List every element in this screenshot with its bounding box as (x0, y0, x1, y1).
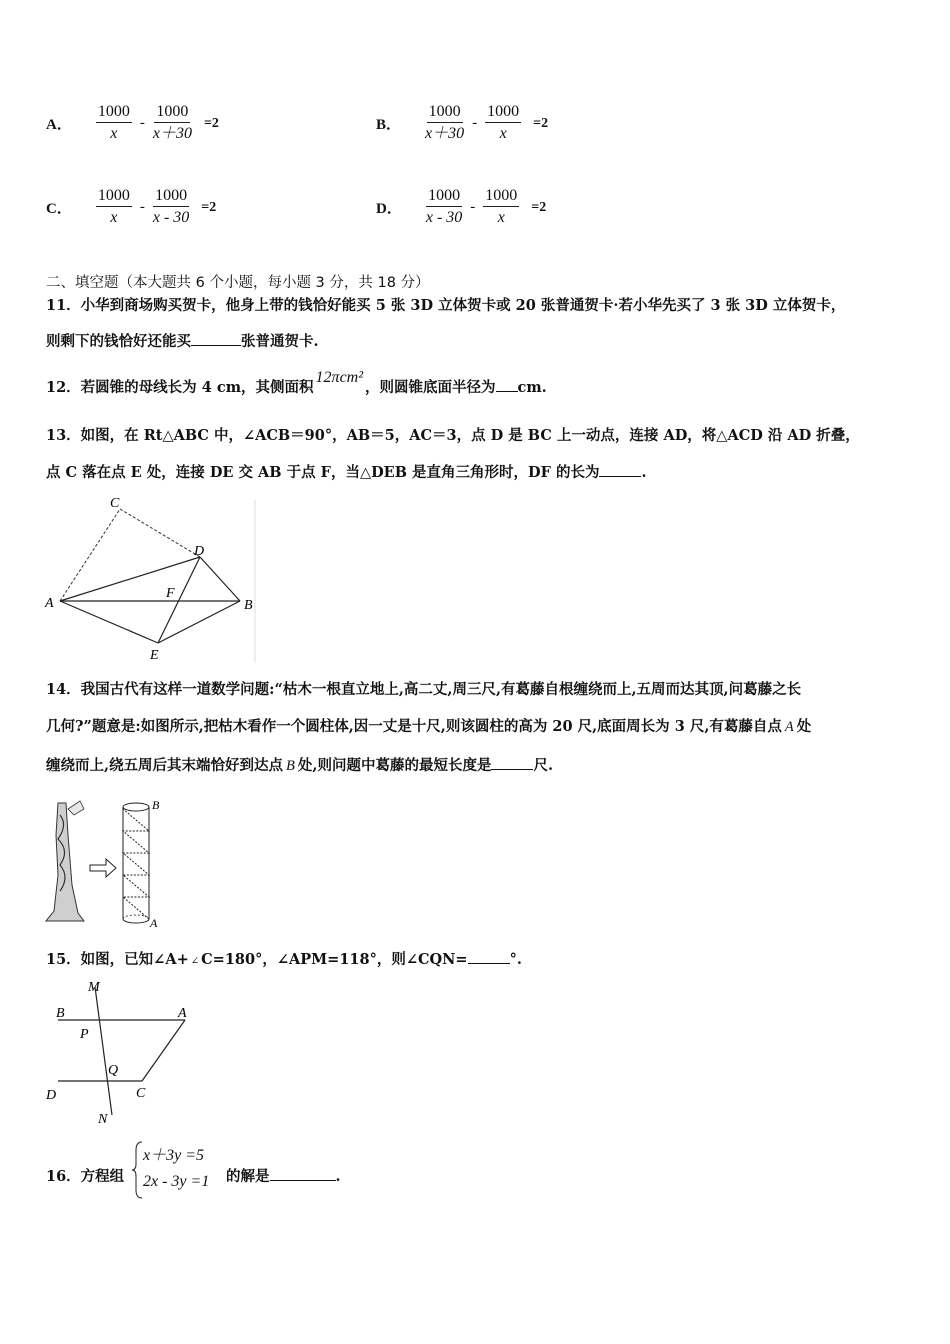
fraction (153, 186, 189, 229)
text: °. (509, 951, 522, 968)
label-m: M (88, 980, 100, 995)
text: 处 (796, 718, 812, 735)
label-f: F (166, 586, 175, 601)
denominator: x - 30 (152, 209, 190, 226)
denominator: x (499, 125, 507, 142)
label-q: Q (108, 1063, 119, 1078)
text: 15．如图，已知∠A+ (46, 951, 189, 968)
text: 则剩下的钱恰好还能买 (46, 333, 191, 350)
question-12 (46, 369, 547, 398)
answer-blank[interactable] (599, 476, 641, 477)
label-e: E (150, 648, 159, 663)
fraction (485, 102, 521, 145)
text: 尺. (533, 757, 554, 774)
cylinder-bottom (123, 919, 149, 923)
option-c[interactable] (46, 186, 216, 229)
label-b: B (244, 598, 253, 613)
numerator: 1000 (426, 186, 462, 207)
numerator: 1000 (153, 186, 189, 207)
text: 处,则问题中葛藤的最短长度是 (297, 757, 492, 774)
fraction (96, 186, 132, 229)
question-14-line1: 14．我国古代有这样一道数学问题:“枯木一根直立地上,高二丈,周三尺,有葛藤自根缠绕而上,五周而达其顶,问葛藤之长 (46, 681, 802, 698)
text: 点 C 落在点 E 处，连接 DE 交 AB 于点 F，当△DEB 是直角三角形时，DF 的长为 (46, 464, 600, 481)
segment-ae (60, 601, 158, 643)
option-b[interactable] (376, 102, 548, 145)
tree-trunk-icon (46, 803, 84, 921)
equals-two: =2 (533, 115, 549, 131)
line-mn (95, 987, 112, 1115)
numerator: 1000 (427, 102, 463, 123)
numerator: 1000 (483, 186, 519, 207)
arrow-right-icon (90, 859, 116, 877)
answer-blank[interactable] (191, 345, 241, 346)
question-11-line1: 11．小华到商场购买贺卡，他身上带的钱恰好能买 5 张 3D 立体贺卡或 20 张普通贺卡·若小华先买了 3 张 3D 立体贺卡， (46, 297, 846, 314)
text: 张普通贺卡. (241, 333, 319, 350)
q13-figure (40, 495, 265, 665)
label-n: N (98, 1112, 108, 1127)
fraction (96, 102, 132, 145)
label-d: D (46, 1088, 57, 1103)
question-14-line2 (46, 717, 811, 737)
question-14-line3 (46, 756, 553, 776)
label-c: C (110, 496, 120, 511)
label-a: A (178, 1006, 187, 1021)
equation-1: x＋3y =5 (143, 1147, 205, 1164)
label-d: D (194, 544, 205, 559)
numerator: 1000 (96, 186, 132, 207)
segment-cd-dashed (120, 509, 200, 557)
text: 的解是 (226, 1168, 270, 1185)
label-b: B (152, 798, 160, 812)
segment-ac (142, 1020, 185, 1081)
segment-eb (158, 601, 240, 643)
segment-ad (60, 557, 200, 601)
segment-ac-dashed (60, 509, 120, 601)
fraction (425, 102, 464, 145)
minus-sign: - (472, 115, 478, 131)
segment-de (158, 557, 200, 643)
angle-symbol: ∠ (190, 956, 200, 967)
text: cm. (517, 379, 547, 396)
label-c: C (136, 1086, 146, 1101)
question-16-tail (226, 1167, 341, 1187)
point-a: A (784, 719, 794, 735)
minus-sign: - (139, 115, 145, 131)
equals-two: =2 (203, 115, 219, 131)
text: 几何?”题意是:如图所示,把枯木看作一个圆柱体,因一丈是十尺,则该圆柱的高为 20 尺,底面周长为 3 尺,有葛藤自点 (46, 718, 782, 735)
segment-db (200, 557, 240, 601)
text: C=180°，∠APM=118°，则∠CQN= (201, 951, 468, 968)
leaf-icon (68, 801, 84, 815)
option-d-label: D． (376, 201, 402, 217)
numerator: 1000 (96, 102, 132, 123)
label-b: B (56, 1006, 65, 1021)
equation-system (143, 1143, 209, 1195)
question-13-line2 (46, 463, 647, 483)
option-a[interactable] (46, 102, 219, 145)
denominator: x＋30 (152, 125, 192, 142)
numerator: 1000 (485, 102, 521, 123)
text: . (335, 1168, 341, 1185)
lateral-area-formula: 12πcm² (315, 369, 364, 386)
option-a-label: A． (46, 117, 72, 133)
minus-sign: - (470, 199, 476, 215)
label-a: A (150, 916, 158, 930)
cylinder-top (123, 803, 149, 811)
equation-2: 2x - 3y =1 (143, 1173, 210, 1190)
q15-figure (40, 975, 200, 1127)
denominator: x - 30 (425, 209, 463, 226)
question-11-line2 (46, 332, 319, 352)
text: 缠绕而上,绕五周后其末端恰好到达点 (46, 757, 284, 774)
denominator: x (497, 209, 505, 226)
fraction (483, 186, 519, 229)
text: . (641, 464, 647, 481)
fraction (153, 102, 192, 145)
text: 12．若圆锥的母线长为 4 cm，其侧面积 (46, 379, 314, 396)
point-b: B (286, 758, 295, 774)
answer-blank[interactable] (491, 769, 533, 770)
text: 16．方程组 (46, 1168, 125, 1185)
helix-vine (123, 809, 149, 919)
answer-blank[interactable] (270, 1180, 336, 1181)
answer-blank[interactable] (468, 963, 510, 964)
question-15 (46, 950, 522, 972)
numerator: 1000 (154, 102, 190, 123)
denominator: x (110, 125, 118, 142)
section-title: 二、填空题（本大题共 6 个小题，每小题 3 分，共 18 分） (46, 275, 430, 291)
option-b-label: B． (376, 117, 402, 133)
denominator: x＋30 (425, 125, 465, 142)
option-c-label: C． (46, 201, 72, 217)
label-a: A (45, 596, 54, 611)
fraction (426, 186, 462, 229)
label-p: P (80, 1027, 89, 1042)
equals-two: =2 (201, 199, 217, 215)
question-13-line1: 13．如图，在 Rt△ABC 中，∠ACB＝90°，AB＝5，AC＝3，点 D 是 BC 上一动点，连接 AD，将△ACD 沿 AD 折叠， (46, 427, 860, 444)
denominator: x (110, 209, 118, 226)
equals-two: =2 (531, 199, 547, 215)
text: ，则圆锥底面半径为 (365, 379, 496, 396)
question-16-text (46, 1167, 124, 1187)
option-d[interactable] (376, 186, 546, 229)
minus-sign: - (139, 199, 145, 215)
answer-blank[interactable] (496, 391, 518, 392)
q14-figure (44, 795, 174, 930)
